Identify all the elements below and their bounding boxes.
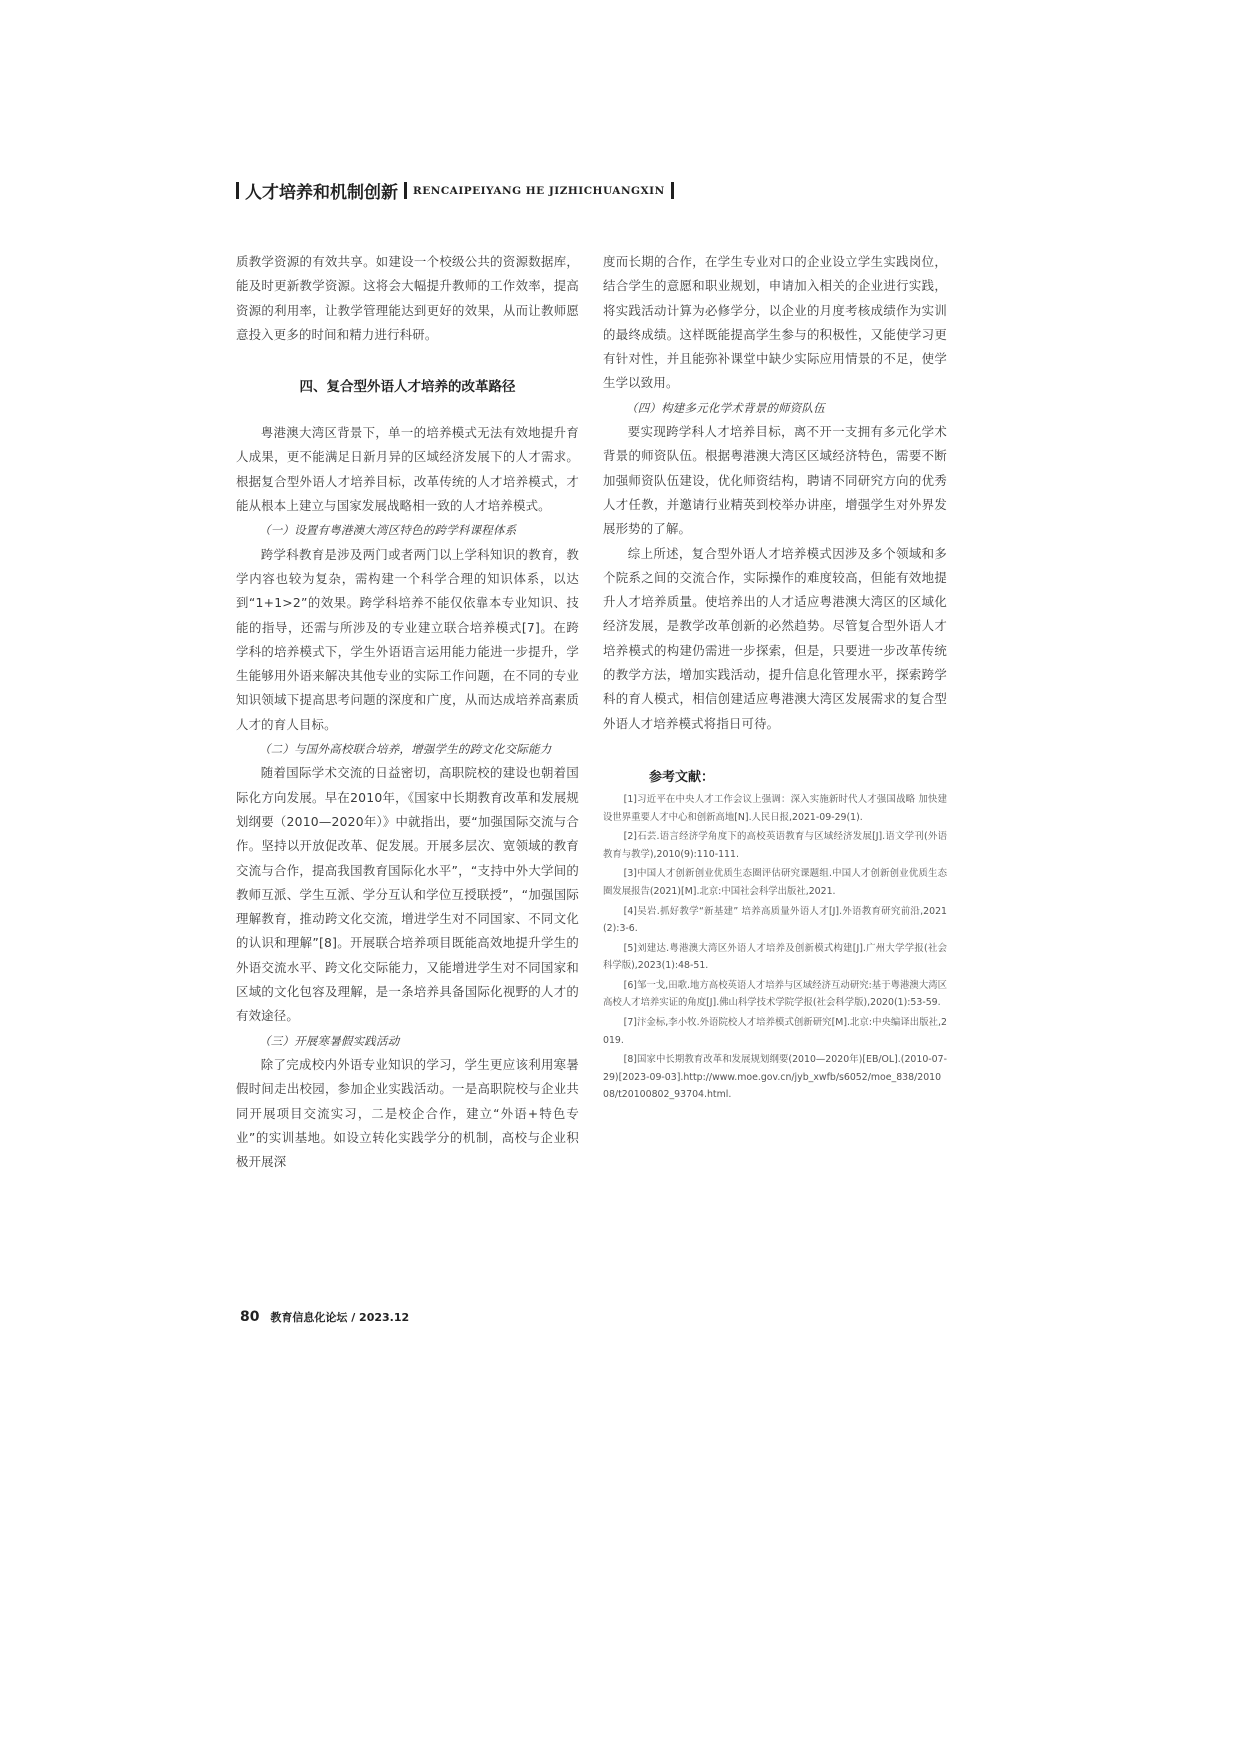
reference-item: [8]国家中长期教育改革和发展规划纲要(2010—2020年)[EB/OL].(2010-07-29)[2023-09-03].http://www.moe.gov.cn/jyb_xwfb/s6052/moe_838/201008/t20100802_93704.html. [603,1054,947,1101]
paragraph: 度而长期的合作，在学生专业对口的企业设立学生实践岗位，结合学生的意愿和职业规划，申请加入相关的企业进行实践，将实践活动计算为必修学分，以企业的月度考核成绩作为实训的最终成绩。这样既能提高学生参与的积极性，又能使学习更有针对性，并且能弥补课堂中缺少实际应用情景的不足，使学生学以致用。 [603,254,947,391]
paragraph: 跨学科教育是涉及两门或者两门以上学科知识的教育，教学内容也较为复杂，需构建一个科学合理的知识体系，以达到“1+1>2”的效果。跨学科培养不能仅依靠本专业知识、技能的指导，还需与所涉及的专业建立联合培养模式[7]。在跨学科的培养模式下，学生外语语言运用能力能进一步提升，学生能够用外语来解决其他专业的实际工作问题，在不同的专业知识领域下提高思考问题的深度和广度，从而达成培养高素质人才的育人目标。 [236,546,579,732]
left-column [236,250,579,1174]
header-title-cn: 人才培养和机制创新 [245,183,398,203]
reference-item: [6]邹一戈,田歌.地方高校英语人才培养与区域经济互动研究:基于粤港澳大湾区高校人才培养实证的角度[J].佛山科学技术学院学报(社会科学版),2020(1):53-59. [603,979,947,1009]
subsection-heading: （一）设置有粤港澳大湾区特色的跨学科课程体系 [259,523,517,538]
section-heading: 四、复合型外语人才培养的改革路径 [299,379,516,396]
reference-list [603,791,947,1104]
header-bar [404,182,407,199]
paragraph: 要实现跨学科人才培养目标，离不开一支拥有多元化学术背景的师资队伍。根据粤港澳大湾区区域经济特色，需要不断加强师资队伍建设，优化师资结构，聘请不同研究方向的优秀人才任教，并邀请行业精英到校举办讲座，增强学生对外界发展形势的了解。 [603,424,947,537]
reference-item: [4]吴岩.抓好教学“新基建” 培养高质量外语人才[J].外语教育研究前沿,2021(2):3-6. [603,905,947,935]
subsection-heading: （三）开展寒暑假实践活动 [259,1033,400,1048]
right-column [603,250,947,1106]
paragraph: 随着国际学术交流的日益密切，高职院校的建设也朝着国际化方向发展。早在2010年，《国家中长期教育改革和发展规划纲要（2010—2020年）》中就指出，要“加强国际交流与合作。坚持以开放促改革、促发展。开展多层次、宽领域的教育交流与合作，提高我国教育国际化水平”，“支持中外大学间的教师互派、学生互派、学分互认和学位互授联授”，“加强国际理解教育，推动跨文化交流，增进学生对不同国家、不同文化的认识和理解”[8]。开展联合培养项目既能高效地提升学生的外语交流水平、跨文化交际能力，又能增进学生对不同国家和区域的文化包容及理解，是一条培养具备国际化视野的人才的有效途径。 [236,765,579,1024]
reference-item: [3]中国人才创新创业优质生态圈评估研究课题组.中国人才创新创业优质生态圈发展报告(2021)[M].北京:中国社会科学出版社,2021. [603,868,947,897]
paragraph: 除了完成校内外语专业知识的学习，学生更应该利用寒暑假时间走出校园，参加企业实践活动。一是高职院校与企业共同开展项目交流实习，二是校企合作，建立“外语+特色专业”的实训基地。如设立转化实践学分的机制，高校与企业积极开展深 [236,1056,579,1170]
paragraph: 粤港澳大湾区背景下，单一的培养模式无法有效地提升育人成果，更不能满足日新月异的区域经济发展下的人才需求。根据复合型外语人才培养目标，改革传统的人才培养模式，才能从根本上建立与国家发展战略相一致的人才培养模式。 [236,425,579,514]
subsection-heading: （二）与国外高校联合培养，增强学生的跨文化交际能力 [259,742,552,757]
paragraph: 质教学资源的有效共享。如建设一个校级公共的资源数据库，能及时更新教学资源。这将会大幅提升教师的工作效率，提高资源的利用率，让教学管理能达到更好的效果，从而让教师愿意投入更多的时间和精力进行科研。 [236,254,579,342]
header-title-en: RENCAIPEIYANG HE JIZHICHUANGXIN [413,184,665,197]
journal-info: 教育信息化论坛 / 2023.12 [270,1311,410,1324]
subsection-heading: （四）构建多元化学术背景的师资队伍 [626,400,825,415]
page-number: 80 [240,1309,260,1325]
page-footer [240,1309,409,1325]
header-bar [671,182,674,199]
header-bar [236,182,239,199]
reference-item: [2]石芸.语言经济学角度下的高校英语教育与区域经济发展[J].语文学刊(外语教育与教学),2010(9):110-111. [603,831,947,860]
reference-item: [1]习近平在中央人才工作会议上强调：深入实施新时代人才强国战略 加快建设世界重要人才中心和创新高地[N].人民日报,2021-09-29(1). [603,793,947,823]
references-title: 参考文献： [649,769,715,785]
reference-item: [7]汴金标,李小牧.外语院校人才培养模式创新研究[M].北京:中央编译出版社,2019. [603,1017,947,1046]
reference-item: [5]刘建达.粤港澳大湾区外语人才培养及创新模式构建[J].广州大学学报(社会科学版),2023(1):48-51. [603,942,947,972]
paragraph: 综上所述，复合型外语人才培养模式因涉及多个领域和多个院系之间的交流合作，实际操作的难度较高，但能有效地提升人才培养质量。使培养出的人才适应粤港澳大湾区的区域化经济发展，是教学改革创新的必然趋势。尽管复合型外语人才培养模式的构建仍需进一步探索，但是，只要进一步改革传统的教学方法，增加实践活动，提升信息化管理水平，探索跨学科的育人模式，相信创建适应粤港澳大湾区发展需求的复合型外语人才培养模式将指日可待。 [603,545,947,731]
running-header [230,178,1130,203]
